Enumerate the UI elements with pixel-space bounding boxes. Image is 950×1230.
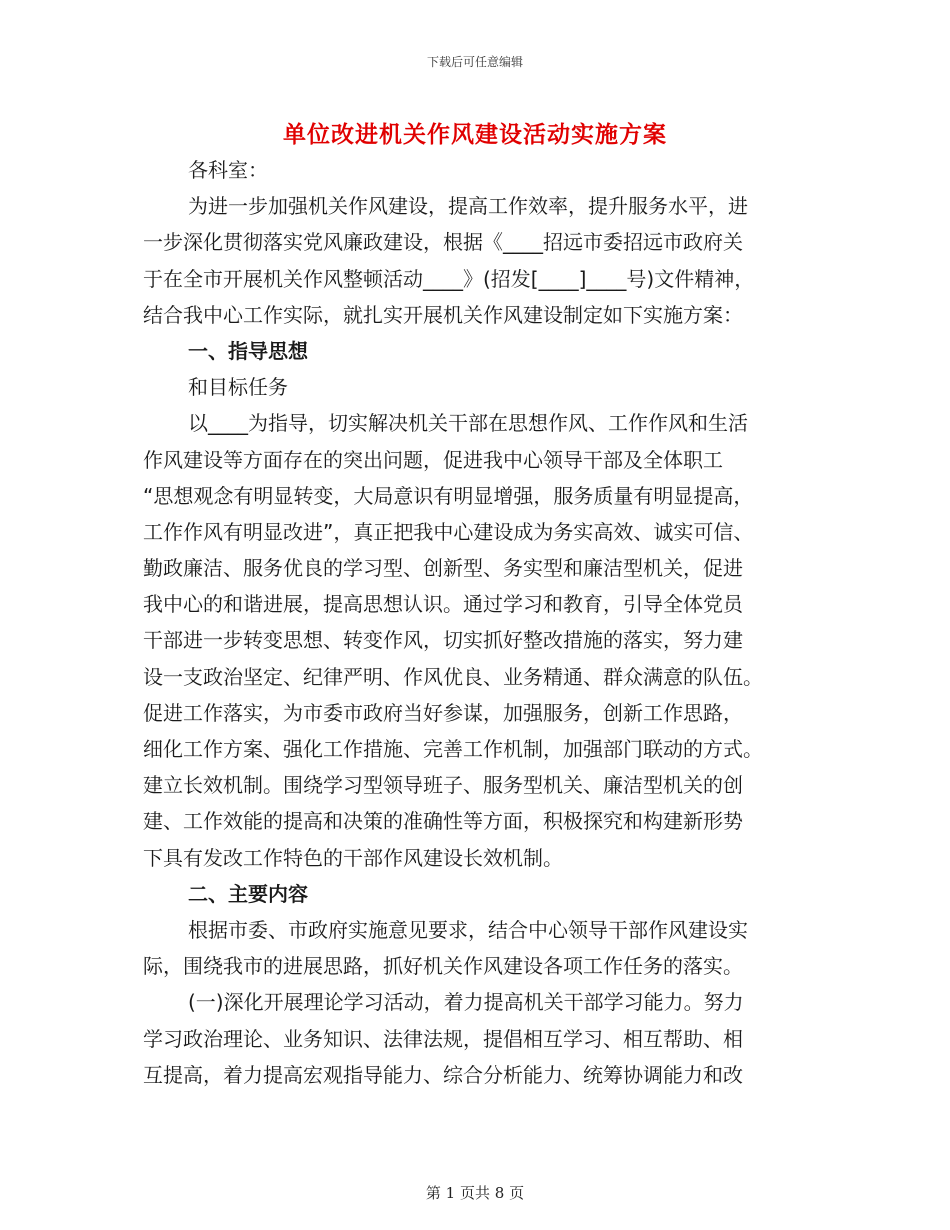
paragraph-line: 干部进一步转变思想、转变作风，切实抓好整改措施的落实，努力建 [143,628,743,653]
document-title: 单位改进机关作风建设活动实施方案 [283,121,667,148]
paragraph-line: 以____为指导，切实解决机关干部在思想作风、工作作风和生活 [188,411,748,436]
paragraph-line: 为进一步加强机关作风建设，提高工作效率，提升服务水平，进 [188,194,748,219]
paragraph-line: 细化工作方案、强化工作措施、完善工作机制，加强部门联动的方式。 [143,737,763,761]
paragraph-line: 建、工作效能的提高和决策的准确性等方面，积极探究和构建新形势 [143,809,743,834]
paragraph-line: 勤政廉洁、服务优良的学习型、创新型、务实型和廉洁型机关，促进 [143,556,743,581]
paragraph-line: 促进工作落实，为市委市政府当好参谋，加强服务，创新工作思路， [143,700,743,725]
paragraph-line: 根据市委、市政府实施意见要求，结合中心领导干部作风建设实 [188,917,748,942]
paragraph-line: 下具有发改工作特色的干部作风建设长效机制。 [143,845,563,870]
paragraph-line: 和目标任务 [188,375,288,400]
page-number: 第 1 页共 8 页 [425,1184,525,1202]
paragraph-line: 际，围绕我市的进展思路，抓好机关作风建设各项工作任务的落实。 [143,954,743,979]
paragraph-line: 结合我中心工作实际，就扎实开展机关作风建设制定如下实施方案： [143,302,743,327]
paragraph-line: 设一支政治坚定、纪律严明、作风优良、业务精通、群众满意的队伍。 [143,664,763,689]
paragraph-line: 学习政治理论、业务知识、法律法规，提倡相互学习、相互帮助、相 [143,1026,743,1051]
paragraph-line: 工作作风有明显改进”，真正把我中心建设成为务实高效、诚实可信、 [143,519,754,544]
salutation: 各科室： [188,158,268,182]
paragraph-line: 作风建设等方面存在的突出问题，促进我中心领导干部及全体职工 [143,447,723,472]
paragraph-line: 互提高，着力提高宏观指导能力、综合分析能力、统筹协调能力和改 [143,1062,743,1087]
paragraph-line: 一步深化贯彻落实党风廉政建设，根据《____招远市委招远市政府关 [143,230,743,255]
paragraph-line: (一)深化开展理论学习活动，着力提高机关干部学习能力。努力 [188,990,744,1015]
document-body [143,152,813,1093]
paragraph-line: 我中心的和谐进展，提高思想认识。通过学习和教育，引导全体党员 [143,592,743,617]
section-heading: 一、指导思想 [188,338,308,363]
paragraph-line: 建立长效机制。围绕学习型领导班子、服务型机关、廉洁型机关的创 [143,773,743,798]
paragraph-line: 于在全市开展机关作风整顿活动____》(招发[____]____号)文件精神， [143,266,755,291]
header-note: 下载后可任意编辑 [426,55,523,69]
paragraph-line: “思想观念有明显转变，大局意识有明显增强，服务质量有明显提高， [143,483,754,508]
section-heading: 二、主要内容 [188,881,308,906]
